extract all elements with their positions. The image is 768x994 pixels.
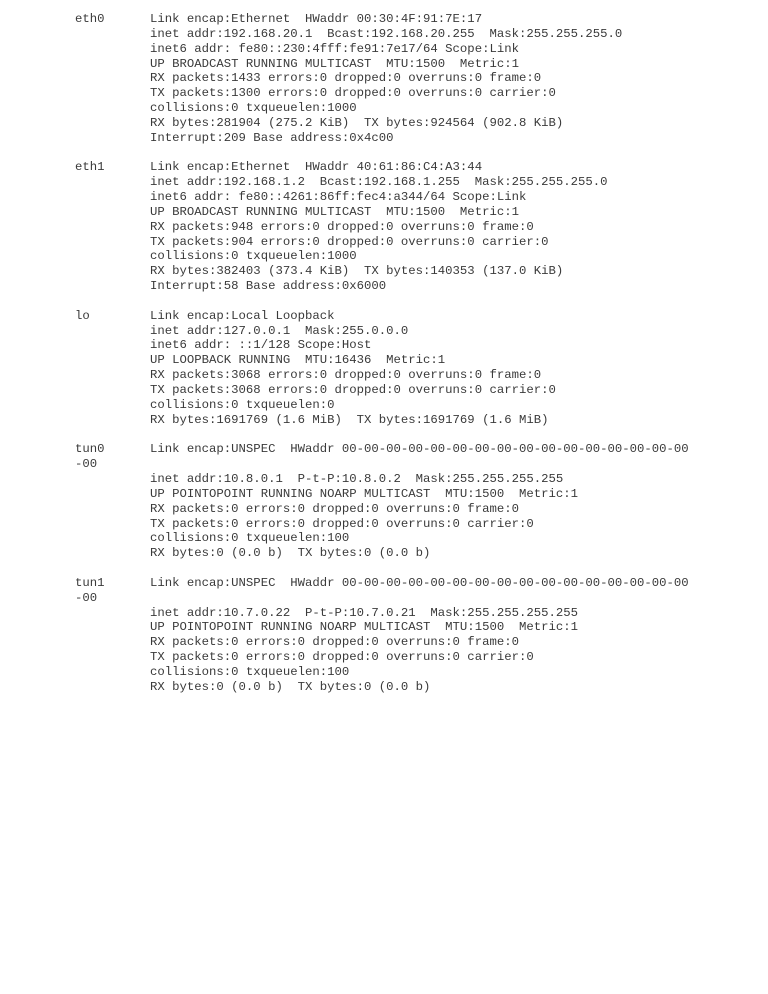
detail-line: RX packets:0 errors:0 dropped:0 overruns:0 frame:0 — [150, 501, 519, 516]
detail-line: inet addr:192.168.20.1 Bcast:192.168.20.255 Mask:255.255.255.0 — [150, 26, 623, 41]
detail-line: Link encap:UNSPEC HWaddr 00-00-00-00-00-00-00-00-00-00-00-00-00-00-00-00 — [150, 442, 689, 457]
detail-line: TX packets:0 errors:0 dropped:0 overruns:0 carrier:0 — [150, 516, 534, 531]
detail-line: Link encap:Local Loopback — [150, 308, 335, 323]
detail-line: inet6 addr: fe80::4261:86ff:fec4:a344/64 Scope:Link — [150, 190, 527, 205]
detail-line: TX packets:1300 errors:0 dropped:0 overruns:0 carrier:0 — [150, 86, 556, 101]
detail-line: inet addr:192.168.1.2 Bcast:192.168.1.255 Mask:255.255.255.0 — [150, 175, 608, 190]
detail-line: RX packets:948 errors:0 dropped:0 overruns:0 frame:0 — [150, 219, 534, 234]
interface-name: eth1 — [75, 160, 105, 175]
detail-line: RX packets:3068 errors:0 dropped:0 overruns:0 frame:0 — [150, 368, 542, 383]
detail-line: UP BROADCAST RUNNING MULTICAST MTU:1500 Metric:1 — [150, 56, 519, 71]
interface-block-eth0 — [0, 12, 768, 146]
detail-line: TX packets:904 errors:0 dropped:0 overruns:0 carrier:0 — [150, 234, 549, 249]
detail-line: Link encap:Ethernet HWaddr 00:30:4F:91:7E:17 — [150, 12, 483, 26]
detail-line: TX packets:0 errors:0 dropped:0 overruns:0 carrier:0 — [150, 650, 534, 665]
detail-line: RX bytes:1691769 (1.6 MiB) TX bytes:1691769 (1.6 MiB) — [150, 412, 549, 427]
interface-block-tun1 — [0, 576, 768, 695]
detail-line: RX packets:1433 errors:0 dropped:0 overruns:0 frame:0 — [150, 71, 542, 86]
detail-line: Link encap:UNSPEC HWaddr 00-00-00-00-00-00-00-00-00-00-00-00-00-00-00-00 — [150, 575, 689, 590]
detail-line: Interrupt:209 Base address:0x4c00 — [150, 130, 394, 145]
detail-line: collisions:0 txqueuelen:1000 — [150, 101, 357, 116]
detail-line: Interrupt:58 Base address:0x6000 — [150, 279, 387, 294]
detail-line: TX packets:3068 errors:0 dropped:0 overruns:0 carrier:0 — [150, 383, 556, 397]
blank-line — [150, 457, 768, 472]
detail-line: collisions:0 txqueuelen:100 — [150, 664, 350, 679]
interface-details — [150, 309, 768, 428]
detail-line: RX bytes:281904 (275.2 KiB) TX bytes:924564 (902.8 KiB) — [150, 115, 564, 130]
blank-line — [150, 591, 768, 606]
detail-line: collisions:0 txqueuelen:1000 — [150, 249, 357, 264]
detail-line: RX bytes:382403 (373.4 KiB) TX bytes:140353 (137.0 KiB) — [150, 264, 564, 279]
detail-line: inet addr:127.0.0.1 Mask:255.0.0.0 — [150, 323, 409, 338]
interface-name: eth0 — [75, 12, 105, 26]
detail-line: UP POINTOPOINT RUNNING NOARP MULTICAST MTU:1500 Metric:1 — [150, 620, 579, 635]
detail-line: inet addr:10.7.0.22 P-t-P:10.7.0.21 Mask:255.255.255.255 — [150, 605, 579, 620]
ifconfig-output — [0, 12, 768, 709]
detail-line: Link encap:Ethernet HWaddr 40:61:86:C4:A3:44 — [150, 160, 483, 175]
interface-block-eth1 — [0, 160, 768, 294]
interface-details — [150, 442, 768, 561]
detail-line: UP BROADCAST RUNNING MULTICAST MTU:1500 Metric:1 — [150, 204, 519, 219]
detail-line: inet6 addr: ::1/128 Scope:Host — [150, 338, 372, 353]
detail-line: UP POINTOPOINT RUNNING NOARP MULTICAST MTU:1500 Metric:1 — [150, 486, 579, 501]
interface-name: tun0 -00 — [75, 442, 105, 472]
detail-line: collisions:0 txqueuelen:100 — [150, 531, 350, 546]
interface-name: lo — [75, 308, 90, 323]
detail-line: RX packets:0 errors:0 dropped:0 overruns:0 frame:0 — [150, 635, 519, 650]
interface-block-lo — [0, 309, 768, 428]
interface-block-tun0 — [0, 442, 768, 561]
interface-details — [150, 160, 768, 294]
detail-line: UP LOOPBACK RUNNING MTU:16436 Metric:1 — [150, 353, 446, 368]
interface-details — [150, 576, 768, 695]
detail-line: inet addr:10.8.0.1 P-t-P:10.8.0.2 Mask:255.255.255.255 — [150, 472, 564, 487]
detail-line: RX bytes:0 (0.0 b) TX bytes:0 (0.0 b) — [150, 679, 431, 694]
interface-name: tun1 -00 — [75, 575, 105, 605]
detail-line: RX bytes:0 (0.0 b) TX bytes:0 (0.0 b) — [150, 546, 431, 561]
detail-line: inet6 addr: fe80::230:4fff:fe91:7e17/64 Scope:Link — [150, 41, 519, 56]
interface-details — [150, 12, 768, 146]
detail-line: collisions:0 txqueuelen:0 — [150, 397, 335, 412]
